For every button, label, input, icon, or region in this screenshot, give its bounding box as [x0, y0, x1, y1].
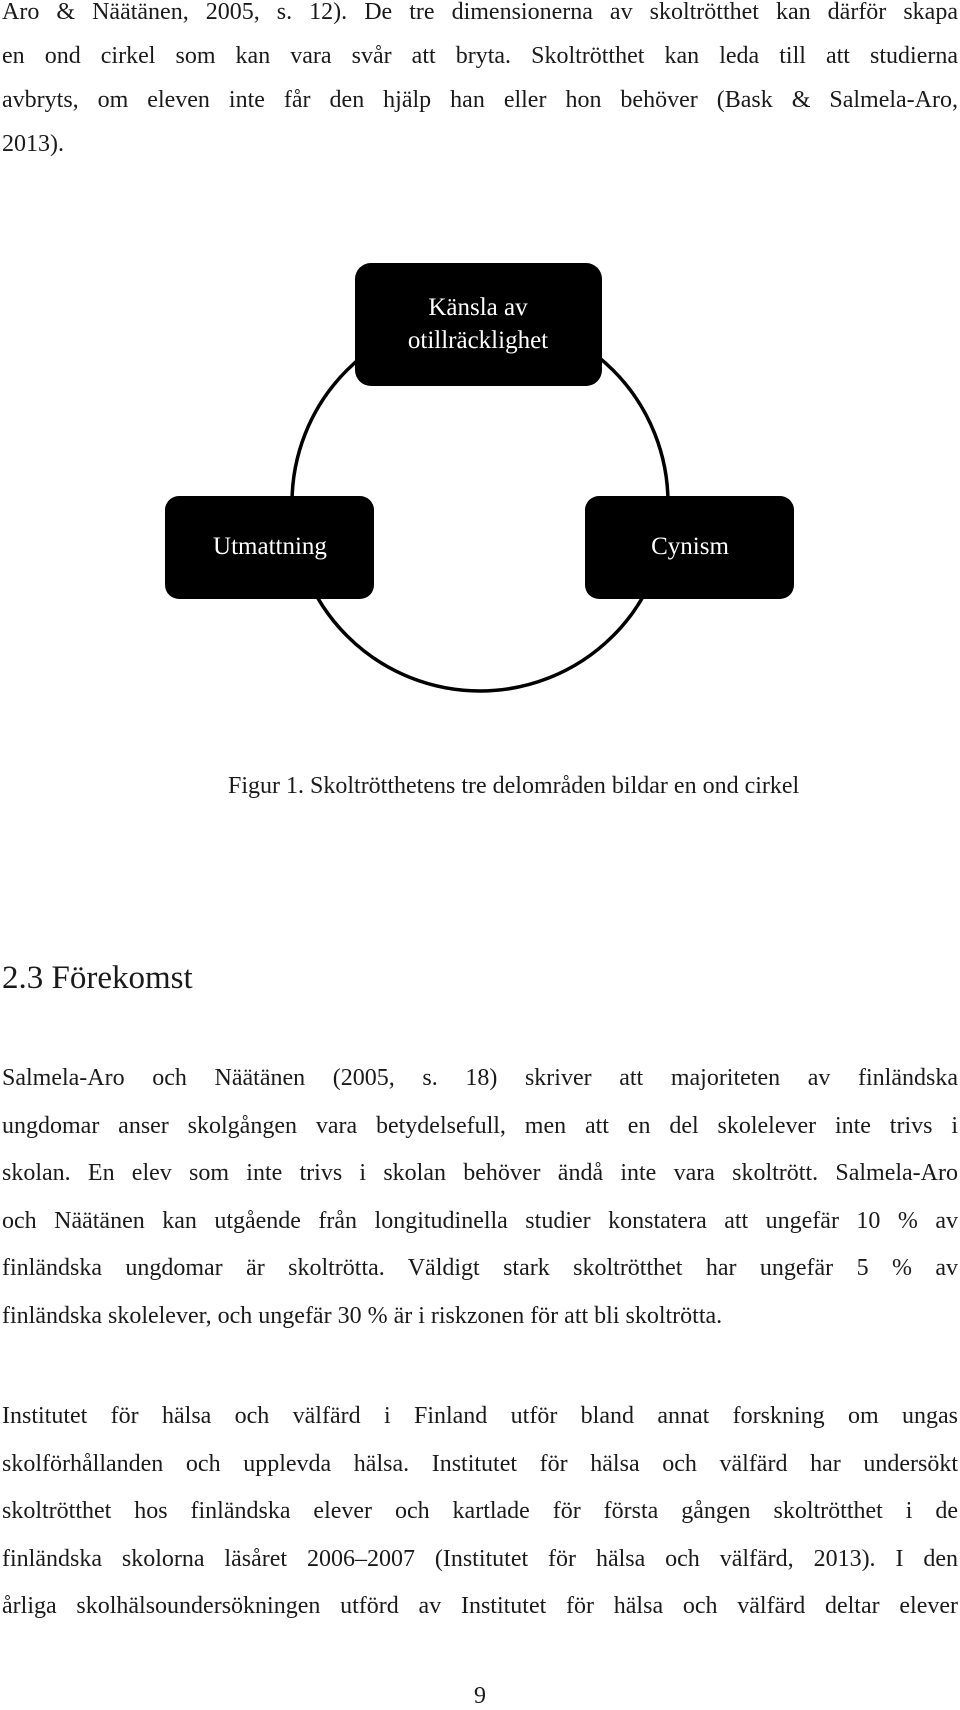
figure-caption: Figur 1. Skoltrötthetens tre delområden bildar en ond cirkel — [228, 773, 800, 799]
paragraph-line: 2013). — [2, 131, 64, 157]
vicious-circle-figure — [0, 250, 960, 710]
paragraph-line: finländska skolorna läsåret 2006–2007 (Institutet för hälsa och välfärd, 2013). I den — [2, 1545, 958, 1572]
node-label-line1: Känsla av — [428, 294, 528, 321]
paragraph-line: skoltrötthet hos finländska elever och kartlade för första gången skoltrötthet i de — [2, 1498, 958, 1524]
paragraph-line: Aro & Näätänen, 2005, s. 12). De tre dimensionerna av skoltrötthet kan därför skapa — [2, 0, 958, 25]
node-cynism — [585, 496, 794, 599]
section-heading: 2.3 Förekomst — [2, 960, 193, 996]
node-label-line2: otillräcklighet — [407, 327, 549, 354]
paragraph-line: finländska ungdomar är skoltrötta. Väldigt stark skoltrötthet har ungefär 5 % av — [2, 1255, 958, 1281]
paragraph-line: och Näätänen kan utgående från longitudinella studier konstatera att ungefär 10 % av — [2, 1207, 958, 1234]
paragraph-line: skolan. En elev som inte trivs i skolan behöver ändå inte vara skoltrött. Salmela-Aro — [2, 1160, 958, 1186]
node-label: Utmattning — [213, 533, 327, 560]
paragraph-forekomst-1 — [2, 1055, 958, 1340]
page-number: 9 — [474, 1683, 486, 1709]
node-utmattning — [165, 496, 374, 599]
node-label: Cynism — [651, 533, 729, 560]
paragraph-line: finländska skolelever, och ungefär 30 % är i riskzonen för att bli skoltrötta. — [2, 1302, 723, 1329]
paragraph-forekomst-2 — [2, 1393, 958, 1631]
paragraph-line: skolförhållanden och upplevda hälsa. Institutet för hälsa och välfärd har undersökt — [2, 1450, 958, 1477]
paragraph-line: Institutet för hälsa och välfärd i Finland utför bland annat forskning om ungas — [2, 1403, 958, 1429]
node-kansla-av-otillracklighet — [355, 263, 602, 386]
paragraph-line: årliga skolhälsoundersökningen utförd av Institutet för hälsa och välfärd deltar elever — [2, 1593, 958, 1619]
paragraph-line: en ond cirkel som kan vara svår att bryta. Skoltrötthet kan leda till att studierna — [2, 43, 958, 69]
paragraph-line: avbryts, om eleven inte får den hjälp han eller hon behöver (Bask & Salmela-Aro, — [2, 87, 958, 113]
intro-paragraph — [2, 0, 958, 166]
paragraph-line: ungdomar anser skolgången vara betydelsefull, men att en del skolelever inte trivs i — [2, 1112, 958, 1139]
paragraph-line: Salmela-Aro och Näätänen (2005, s. 18) skriver att majoriteten av finländska — [2, 1065, 958, 1091]
